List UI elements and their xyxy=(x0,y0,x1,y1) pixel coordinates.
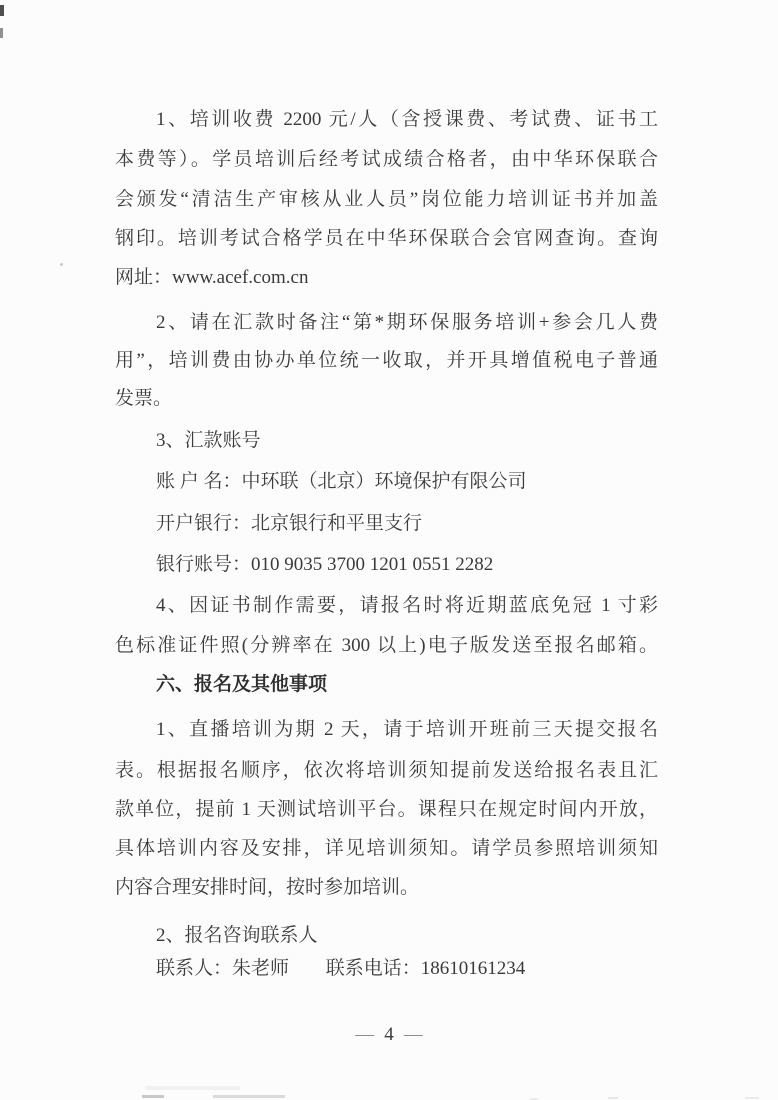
scan-artifact-top-left xyxy=(0,5,4,16)
scan-artifact-bottom xyxy=(142,1095,164,1098)
scan-artifact-top-left-2 xyxy=(0,28,3,38)
remit-account-heading: 3、汇款账号 xyxy=(156,430,261,451)
section-heading-registration: 六、报名及其他事项 xyxy=(156,674,328,695)
registration-paragraph-line: 款单位，提前 1 天测试培训平台。课程只在规定时间内开放， xyxy=(115,799,658,820)
contact-person: 联系人：朱老师 xyxy=(156,958,290,979)
scan-artifact-bottom xyxy=(145,1086,240,1090)
bank-account-number-line: 银行账号：010 9035 3700 1201 0551 2282 xyxy=(156,554,494,575)
page-number-value: 4 xyxy=(384,1024,394,1045)
registration-paragraph-line: 表。根据报名顺序，依次将培训须知提前发送给报名表且汇 xyxy=(115,760,658,781)
website-url-line: 网址：www.acef.com.cn xyxy=(115,267,309,288)
remit-note-line: 用”，培训费由协办单位统一收取，并开具增值税电子普通 xyxy=(115,350,658,371)
photo-requirement-line: 4、因证书制作需要，请报名时将近期蓝底免冠 1 寸彩 xyxy=(156,595,658,616)
page-number xyxy=(0,1024,778,1046)
contact-phone: 联系电话：18610161234 xyxy=(325,958,526,979)
scan-artifact-bottom xyxy=(745,1097,759,1099)
remit-note-line: 2、请在汇款时备注“第*期环保服务培训+参会几人费 xyxy=(156,312,658,333)
contact-heading-line: 2、报名咨询联系人 xyxy=(156,925,318,946)
registration-paragraph-line: 内容合理安排时间，按时参加培训。 xyxy=(115,877,420,898)
scan-speck xyxy=(60,263,63,266)
document-body xyxy=(115,0,658,1100)
scan-artifact-bottom xyxy=(608,1097,618,1099)
registration-paragraph-line: 1、直播培训为期 2 天，请于培训开班前三天提交报名 xyxy=(156,719,658,740)
registration-paragraph-line: 具体培训内容及安排，详见培训须知。请学员参照培训须知 xyxy=(115,838,658,859)
page-number-left-dash: — xyxy=(355,1024,375,1045)
bank-name-line: 开户银行：北京银行和平里支行 xyxy=(156,513,423,534)
photo-requirement-line: 色标准证件照(分辨率在 300 以上)电子版发送至报名邮箱。 xyxy=(115,635,658,656)
scan-artifact-bottom xyxy=(213,1095,285,1098)
page-number-right-dash: — xyxy=(403,1024,423,1045)
fee-paragraph-line: 会颁发“清洁生产审核从业人员”岗位能力培训证书并加盖 xyxy=(115,189,658,210)
account-name-line: 账 户 名：中环联（北京）环境保护有限公司 xyxy=(156,471,527,492)
contact-info-line xyxy=(115,955,658,982)
remit-note-line: 发票。 xyxy=(115,388,173,409)
fee-paragraph-line: 本费等）。学员培训后经考试成绩合格者，由中华环保联合 xyxy=(115,149,658,170)
fee-paragraph-line: 1、培训收费 2200 元/人（含授课费、考试费、证书工 xyxy=(156,109,658,130)
fee-paragraph-line: 钢印。培训考试合格学员在中华环保联合会官网查询。查询 xyxy=(115,228,658,249)
